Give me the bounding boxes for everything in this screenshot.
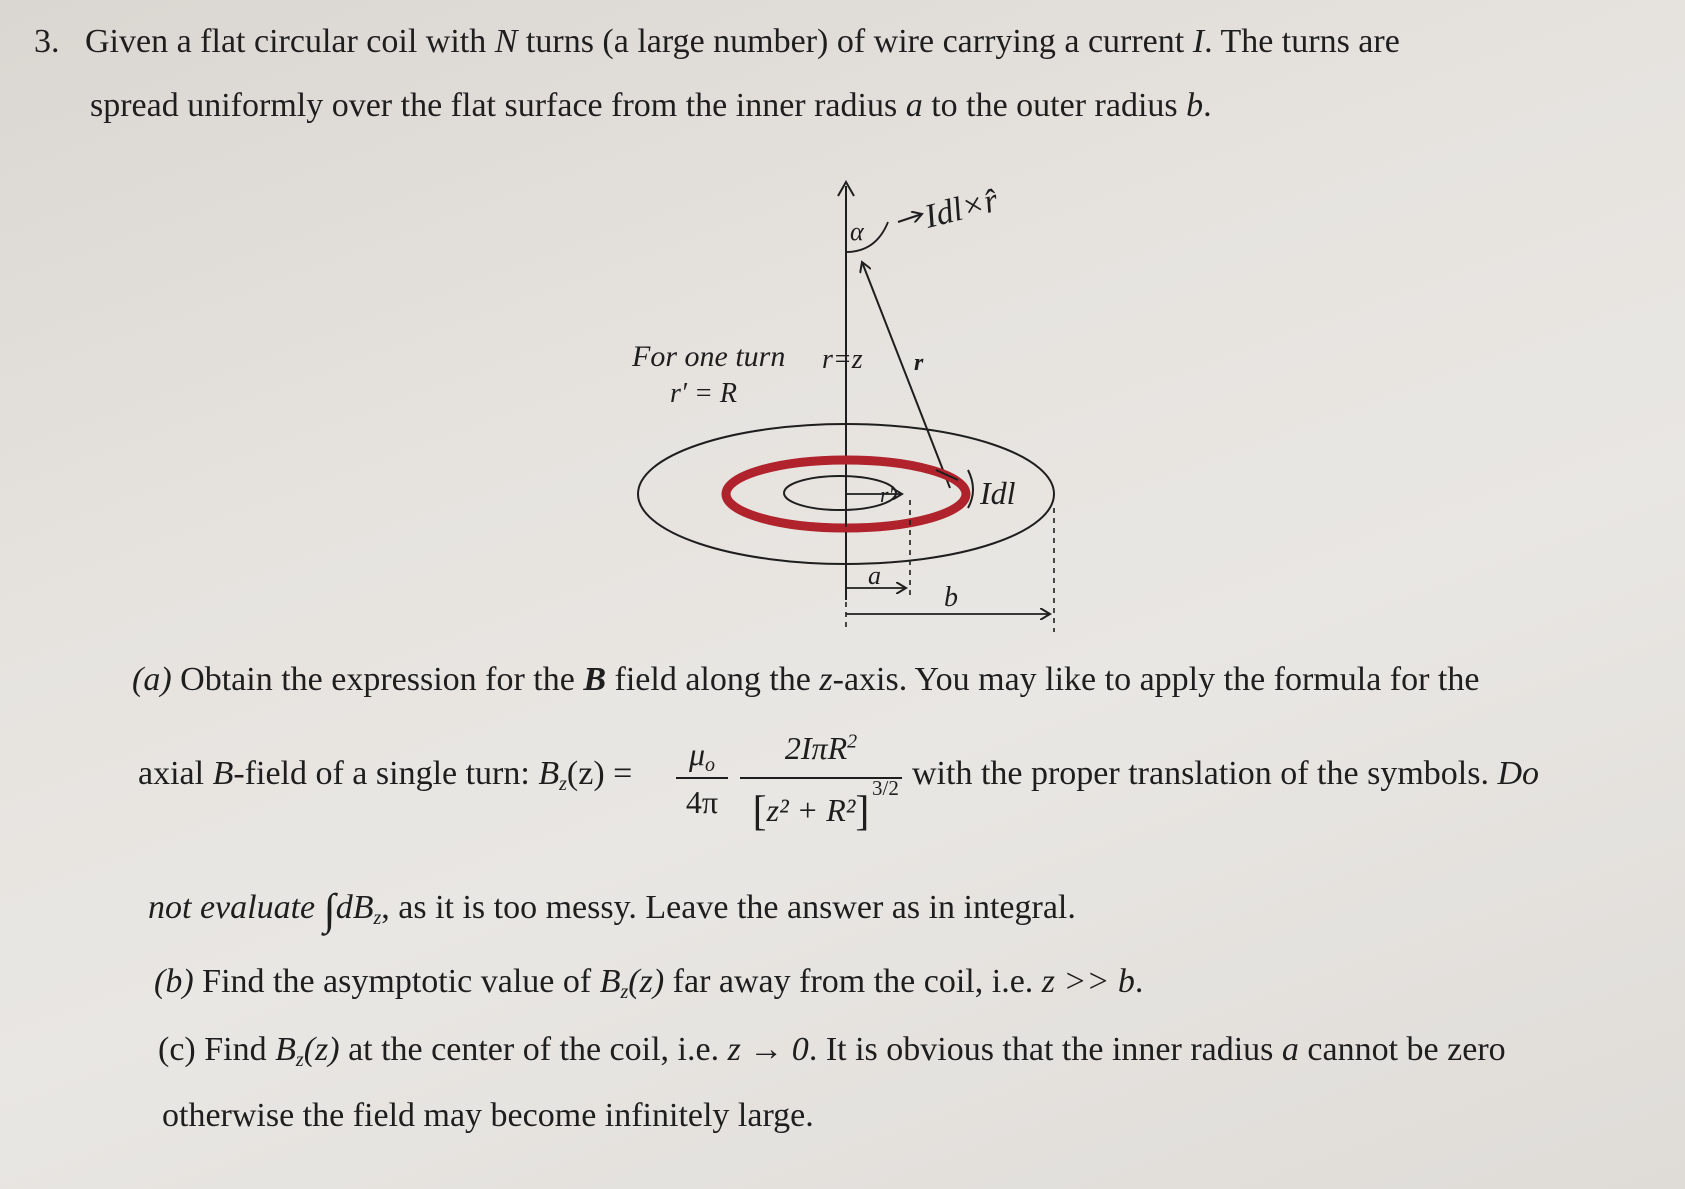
part-a-text: , as it is too messy. Leave the answer as in integral. <box>381 889 1076 926</box>
part-b-text: far away from the coil, i.e. <box>664 963 1042 1000</box>
intro-text: . <box>1203 87 1212 124</box>
part-b-text: . <box>1134 963 1144 1000</box>
part-a-text: -axis. You may like to apply the formula for the <box>832 661 1480 698</box>
formula-lhs-sub: z <box>559 773 567 795</box>
var-I: I <box>1192 23 1205 60</box>
idl-cross-arrow <box>898 214 922 222</box>
part-a-label: (a) <box>132 661 172 698</box>
condition: z → 0 <box>727 1031 809 1068</box>
part-b-line <box>154 962 1143 1002</box>
mu-symbol: μ <box>688 736 706 772</box>
r-vector-line <box>862 262 950 488</box>
r-prime-label: r′ <box>880 482 894 507</box>
formula-denominator <box>736 784 886 835</box>
part-a-text: field along the <box>606 661 820 698</box>
part-a-line-3 <box>148 884 1076 934</box>
dB-symbol: dB <box>335 889 374 926</box>
r-prime-equals-R-label: r′ = R <box>670 378 738 409</box>
idl-label: Idl <box>980 475 1016 511</box>
part-c-label: (c) <box>158 1031 196 1068</box>
var-a: a <box>1281 1031 1299 1068</box>
formula-numerator <box>740 730 902 767</box>
var-B: B <box>212 755 234 792</box>
part-a-line-2-tail <box>912 754 1539 794</box>
formula-mu-numerator <box>676 736 728 776</box>
integral-sign: ∫ <box>323 885 336 934</box>
var-a: a <box>905 87 923 124</box>
r-vector-label: r <box>914 350 924 376</box>
formula-lhs-arg: (z) = <box>566 755 633 792</box>
intro-text: turns (a large number) of wire carrying a current <box>517 23 1193 60</box>
formula-mu-denominator: 4π <box>685 784 719 820</box>
bracket-right: ] <box>855 789 870 835</box>
part-a-text: Obtain the expression for the <box>171 661 584 698</box>
problem-number: 3. <box>34 23 60 60</box>
part-b-label: (b) <box>154 963 194 1000</box>
B-sub: z <box>295 1049 304 1071</box>
part-c-text: cannot be zero <box>1298 1031 1506 1068</box>
mu-sub: o <box>705 754 716 776</box>
var-B: B <box>599 963 621 1000</box>
not-evaluate-text: not evaluate <box>148 889 324 926</box>
part-c-line-1 <box>158 1030 1506 1070</box>
formula-lhs-B: B <box>538 755 560 792</box>
var-z: z <box>819 661 833 698</box>
bracket-left: [ <box>752 789 767 835</box>
part-a-line-2-lead <box>138 754 632 794</box>
a-radius-label: a <box>868 561 881 590</box>
for-one-turn-label: For one turn <box>632 340 786 373</box>
formula-den-exponent: 3/2 <box>872 776 899 800</box>
part-c-text: otherwise the field may become infinitely large. <box>162 1097 814 1134</box>
part-c-text: at the center of the coil, i.e. <box>339 1031 728 1068</box>
var-B-bold: B <box>583 661 607 698</box>
do-text: Do <box>1497 755 1540 792</box>
B-arg: (z) <box>303 1031 340 1068</box>
part-c-text: . It is obvious that the inner radius <box>808 1031 1282 1068</box>
part-c-text: Find <box>195 1031 276 1068</box>
formula-num-sup: 2 <box>847 730 858 753</box>
formula-mu-fraction-bar <box>676 777 728 779</box>
dB-sub: z <box>373 907 382 929</box>
alpha-label: α <box>850 217 864 246</box>
intro-text: to the outer radius <box>922 87 1187 124</box>
condition: z >> b <box>1041 963 1135 1000</box>
intro-text: spread uniformly over the flat surface from the inner radius <box>90 87 906 124</box>
var-N: N <box>494 23 518 60</box>
var-B: B <box>275 1031 296 1068</box>
part-a-text: -field of a single turn: <box>233 755 539 792</box>
idl-cross-r-label: Idl×r̂ <box>920 181 1002 236</box>
b-radius-label: b <box>944 582 958 613</box>
B-arg: (z) <box>628 963 665 1000</box>
part-c-line-2 <box>162 1096 814 1136</box>
r-equals-z-label: r=z <box>822 344 863 375</box>
formula-num-text: 2IπR <box>784 730 848 766</box>
part-a-text: axial <box>138 755 213 792</box>
part-b-text: Find the asymptotic value of <box>193 963 600 1000</box>
intro-text: Given a flat circular coil with <box>85 23 495 60</box>
intro-text: . The turns are <box>1204 23 1400 60</box>
part-a-line-1 <box>132 660 1479 700</box>
formula-den-text: z² + R² <box>766 792 856 828</box>
part-a-text: with the proper translation of the symbols. <box>912 755 1498 792</box>
var-b: b <box>1186 87 1204 124</box>
B-sub: z <box>620 981 629 1003</box>
